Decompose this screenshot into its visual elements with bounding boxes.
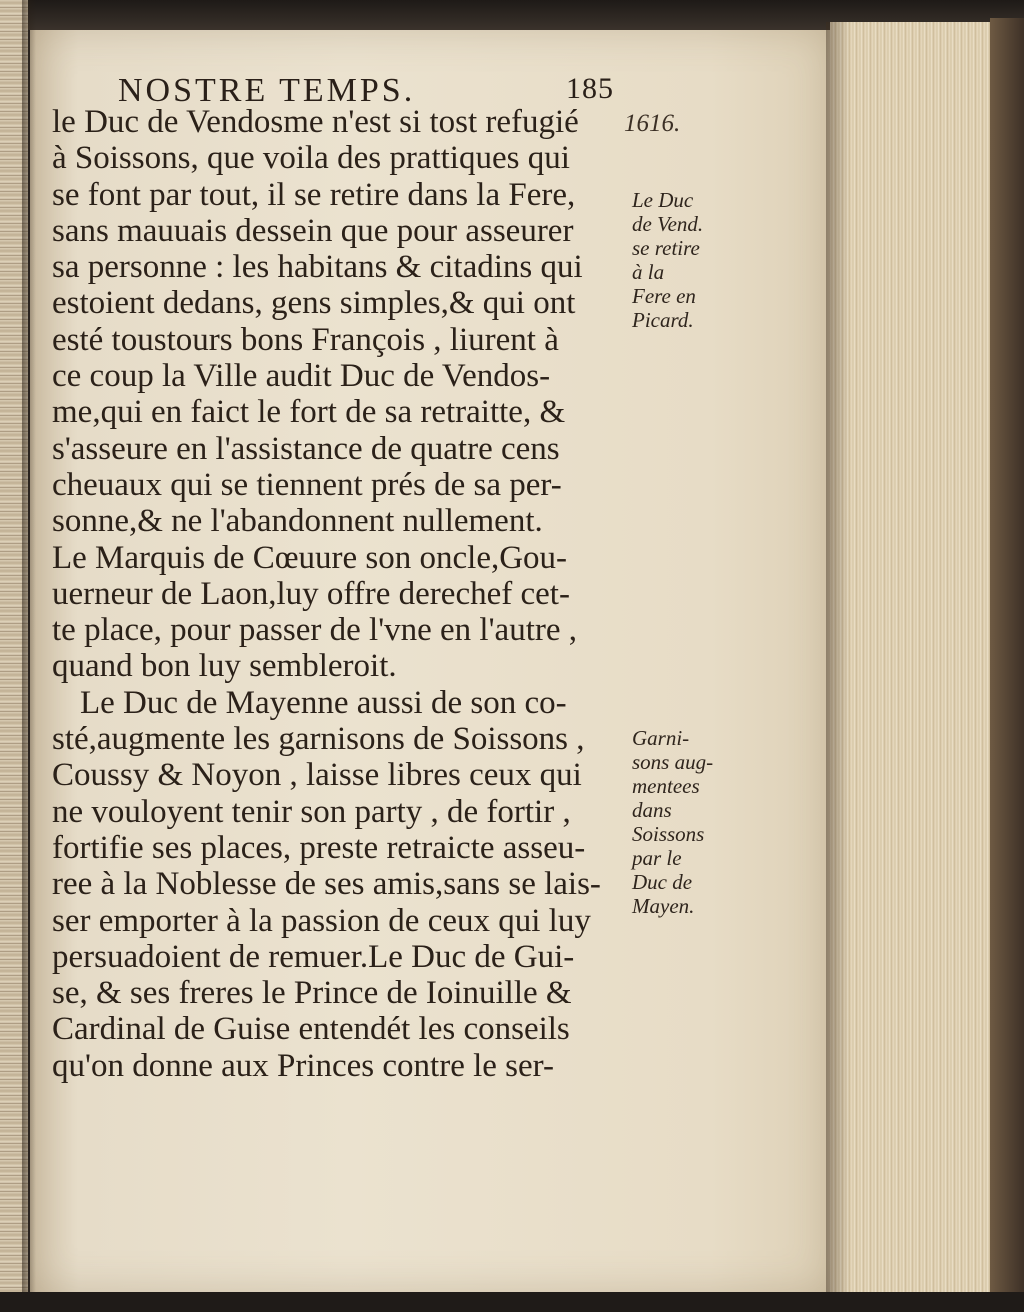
fore-edge-pages xyxy=(830,22,990,1292)
text-line: sonne,& ne l'abandonnent nullement. xyxy=(52,503,543,540)
sidenote-garnisons xyxy=(632,726,752,918)
text-line: persuadoient de remuer.Le Duc de Gui- xyxy=(52,938,575,975)
sidenote-line: de Vend. xyxy=(632,212,704,236)
text-line: ce coup la Ville audit Duc de Vendos- xyxy=(52,358,551,395)
sidenote-line: Le Duc xyxy=(632,188,694,212)
text-line: qu'on donne aux Princes contre le ser- xyxy=(52,1047,554,1084)
sidenote-line: mentees xyxy=(632,774,700,798)
text-line: Le Marquis de Cœuure son oncle,Gou- xyxy=(52,539,568,576)
sidenote-line: dans xyxy=(632,798,672,822)
text-line: à Soissons, que voila des prattiques qui xyxy=(52,140,570,177)
text-line: Le Duc de Mayenne aussi de son co- xyxy=(80,684,567,721)
text-line: ser emporter à la passion de ceux qui luy xyxy=(52,902,591,939)
sidenote-line: Soissons xyxy=(632,822,705,846)
text-line: cheuaux qui se tiennent prés de sa per- xyxy=(52,466,562,503)
page-number: 185 xyxy=(566,72,614,105)
text-line: uerneur de Laon,luy offre derechef cet- xyxy=(52,575,570,612)
text-line: ne vouloyent tenir son party , de fortir , xyxy=(52,793,571,830)
running-head-title: NOSTRE TEMPS. xyxy=(118,72,416,109)
text-line: le Duc de Vendosme n'est si tost refugié xyxy=(52,104,579,140)
margin-date: 1616. xyxy=(624,110,681,137)
text-line: ree à la Noblesse de ses amis,sans se lais- xyxy=(52,866,601,903)
sidenote-line: Picard. xyxy=(632,308,694,332)
sidenote-line: Mayen. xyxy=(632,894,695,918)
sidenote-duc-vendosme xyxy=(632,188,752,332)
sidenote-line: Duc de xyxy=(632,870,693,894)
sidenote-line: à la xyxy=(632,260,665,284)
book-cover-edge xyxy=(990,18,1024,1312)
bottom-edge xyxy=(0,1292,1024,1312)
text-line: sté,augmente les garnisons de Soissons , xyxy=(52,721,585,758)
text-line: Coussy & Noyon , laisse libres ceux qui xyxy=(52,757,582,794)
text-line: s'asseure en l'assistance de quatre cens xyxy=(52,430,560,467)
sidenote-line: par le xyxy=(632,846,682,870)
text-line: se font par tout, il se retire dans la Fere, xyxy=(52,176,576,213)
sidenote-line: Garni- xyxy=(632,726,690,750)
sidenote-line: Fere en xyxy=(632,284,696,308)
text-line: esté toustours bons François , liurent à xyxy=(52,321,559,358)
text-line: te place, pour passer de l'vne en l'autre , xyxy=(52,612,578,649)
text-line: fortifie ses places, preste retraicte asseu- xyxy=(52,829,586,866)
text-line: sa personne : les habitans & citadins qui xyxy=(52,249,583,286)
text-line: Cardinal de Guise entendét les conseils xyxy=(52,1011,570,1048)
text-line: estoient dedans, gens simples,& qui ont xyxy=(52,285,576,322)
sidenote-line: sons aug- xyxy=(632,750,714,774)
fore-edge-shadow xyxy=(826,22,850,1292)
text-line: quand bon luy sembleroit. xyxy=(52,648,397,685)
text-line: me,qui en faict le fort de sa retraitte, & xyxy=(52,394,566,431)
sidenote-line: se retire xyxy=(632,236,700,260)
gutter-shadow xyxy=(22,0,36,1312)
text-line: se, & ses freres le Prince de Ioinuille & xyxy=(52,975,572,1012)
text-line: sans mauuais dessein que pour asseurer xyxy=(52,212,574,249)
body-text xyxy=(52,104,632,1084)
